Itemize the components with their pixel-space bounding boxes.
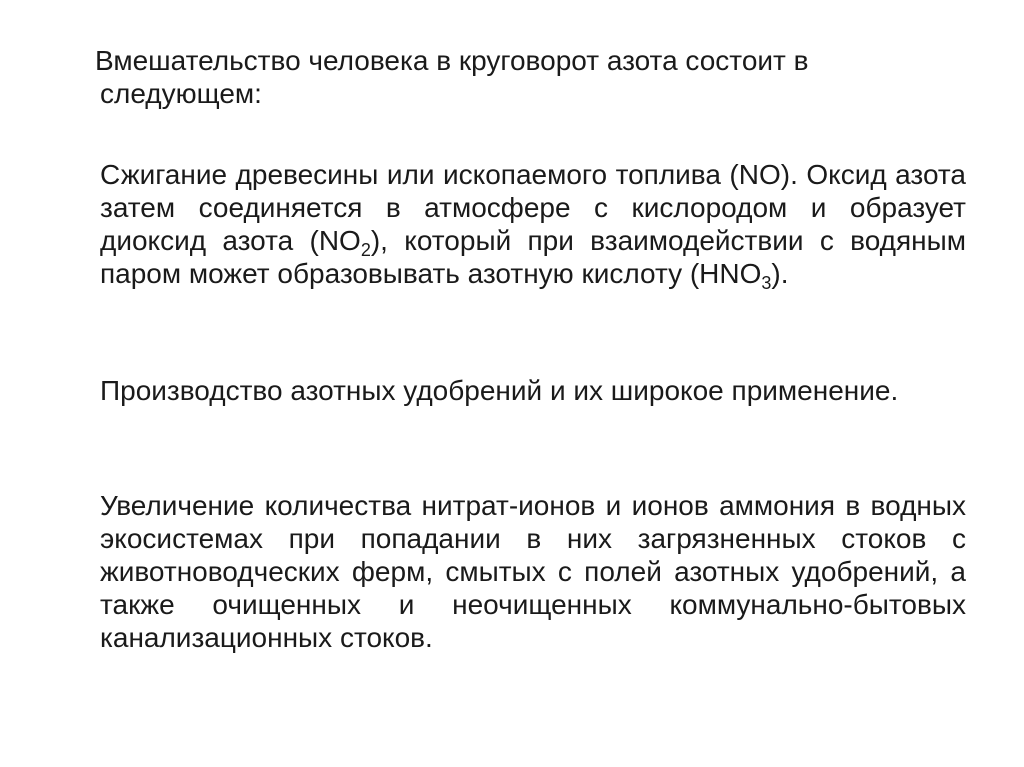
paragraph-fuel-combustion [100, 158, 966, 293]
p1-subscript-2: 2 [360, 240, 371, 260]
p1-text-part3: ). [771, 258, 789, 289]
p1-text-part2: ), который при взаимодействии с водяным паром может образовывать азотную кислоту (HNO [100, 225, 966, 289]
paragraph-fertilizer-production: Производство азотных удобрений и их широкое применение. [100, 375, 899, 406]
p1-text-part1: Сжигание древесины или ископаемого топлива (NO). Оксид азота затем соединяется в атмосфере с кислородом и образует диоксид азота (NO [100, 159, 966, 256]
intro-text: Вмешательство человека в круговорот азота состоит в следующем: [95, 45, 809, 109]
p1-subscript-3: 3 [761, 273, 772, 293]
paragraph-nitrate-increase: Увеличение количества нитрат-ионов и ионов аммония в водных экосистемах при попадании в них загрязненных стоков с животноводческих ферм, смытых с полей азотных удобрений, а также очищенных и неочищенных коммунально-бытовых канализационных стоков. [100, 490, 966, 653]
